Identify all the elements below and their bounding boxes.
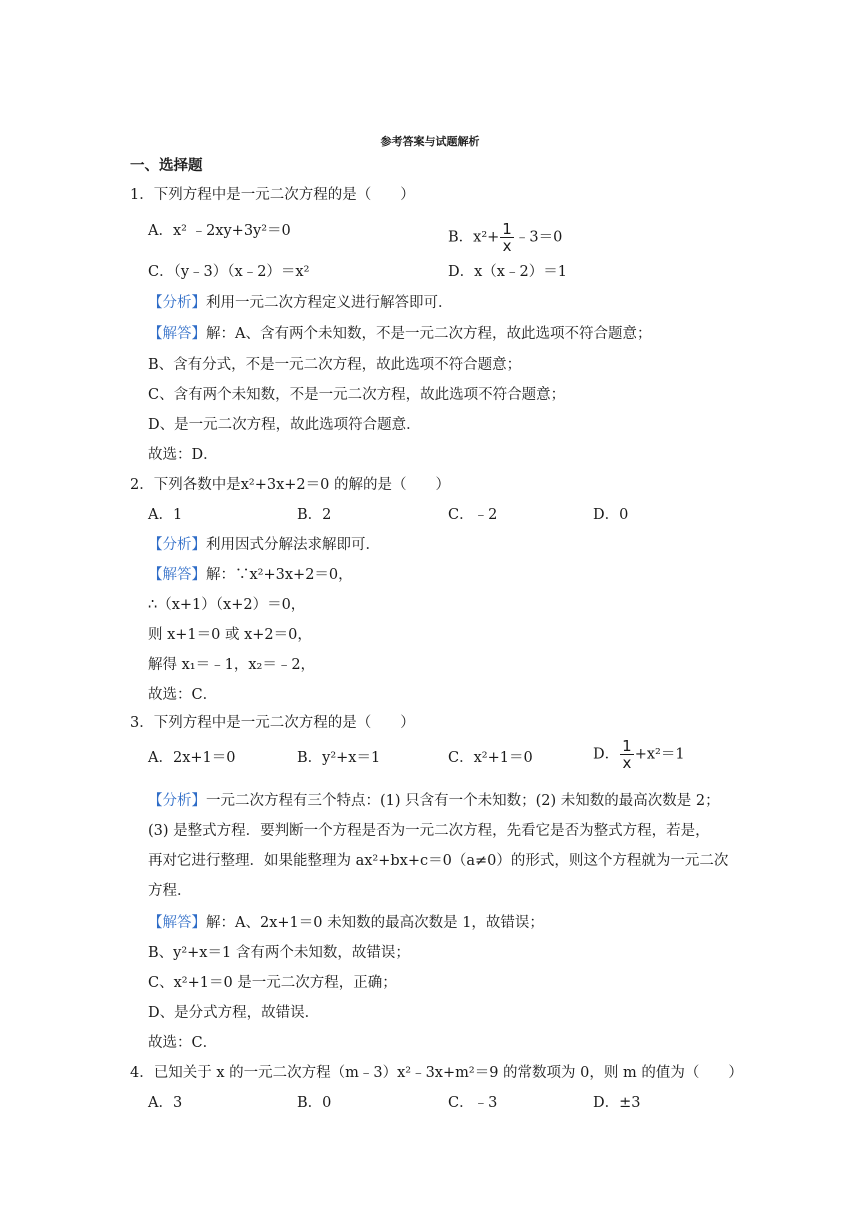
q4-stem: 4．已知关于 x 的一元二次方程（m﹣3）x²﹣3x+m²＝9 的常数项为 0，则 m 的值为（ ） xyxy=(130,1065,743,1081)
q3-option-d-denominator: x xyxy=(622,754,632,772)
q3-option-d-fraction xyxy=(620,738,634,771)
q3-analysis-line: 方程． xyxy=(148,883,192,899)
q4-option-b: B．0 xyxy=(297,1095,332,1111)
q2-answer-line: 则 x+1＝0 或 x+2＝0， xyxy=(148,627,312,643)
q3-answer-line xyxy=(148,913,544,933)
q3-choice: 故选：C． xyxy=(148,1035,218,1051)
page-title: 参考答案与试题解析 xyxy=(380,135,480,148)
q3-analysis-line: 再对它进行整理．如果能整理为 ax²+bx+c＝0（a≠0）的形式，则这个方程就为一元二次 xyxy=(148,853,729,869)
q2-answer-line: 解得 x₁＝﹣1，x₂＝﹣2， xyxy=(148,657,316,673)
answer-tag: 【解答】 xyxy=(148,326,206,342)
q1-option-b-fraction xyxy=(500,221,514,254)
analysis-tag: 【分析】 xyxy=(148,295,206,311)
q3-analysis-text: 一元二次方程有三个特点：(1) 只含有一个未知数；(2) 未知数的最高次数是 2； xyxy=(206,793,720,809)
answer-tag: 【解答】 xyxy=(148,567,206,583)
q1-option-a: A．x² ﹣2xy+3y²＝0 xyxy=(148,223,291,239)
q2-option-d: D．0 xyxy=(593,507,629,523)
q1-answer-line: D、是一元二次方程，故此选项符合题意． xyxy=(148,417,421,433)
q1-option-b-suffix: ﹣3＝0 xyxy=(514,229,563,246)
q3-option-c: C．x²+1＝0 xyxy=(448,750,533,766)
q1-answer-text: 解：A、含有两个未知数，不是一元二次方程，故此选项不符合题意； xyxy=(206,326,652,342)
q1-answer-line xyxy=(148,324,651,344)
q4-option-a: A．3 xyxy=(148,1095,183,1111)
answer-tag: 【解答】 xyxy=(148,915,206,931)
q3-option-a: A．2x+1＝0 xyxy=(148,750,236,766)
q1-option-d: D．x（x﹣2）＝1 xyxy=(448,264,567,280)
q1-analysis xyxy=(148,293,453,313)
q1-option-b-numerator: 1 xyxy=(502,220,512,238)
q2-answer-line xyxy=(148,565,353,585)
q1-answer-line: B、含有分式，不是一元二次方程，故此选项不符合题意； xyxy=(148,357,522,373)
q1-option-b-denominator: x xyxy=(502,237,512,255)
q2-analysis-text: 利用因式分解法求解即可． xyxy=(206,537,380,553)
q3-option-d-prefix: D． xyxy=(593,746,620,763)
analysis-tag: 【分析】 xyxy=(148,537,206,553)
q1-answer-line: C、含有两个未知数，不是一元二次方程，故此选项不符合题意； xyxy=(148,387,566,403)
q3-answer-line: D、是分式方程，故错误． xyxy=(148,1005,320,1021)
q4-option-c: C．﹣3 xyxy=(448,1095,498,1111)
q3-analysis-line: (3) 是整式方程．要判断一个方程是否为一元二次方程，先看它是否为整式方程，若是， xyxy=(148,823,710,839)
q1-choice: 故选：D． xyxy=(148,447,218,463)
q2-option-c: C．﹣2 xyxy=(448,507,498,523)
q1-option-c: C．（y﹣3）（x﹣2）＝x² xyxy=(148,264,310,280)
q2-choice: 故选：C． xyxy=(148,687,218,703)
q2-option-b: B．2 xyxy=(297,507,332,523)
q3-answer-line: C、x²+1＝0 是一元二次方程，正确； xyxy=(148,975,397,991)
analysis-tag: 【分析】 xyxy=(148,793,206,809)
q1-option-b-prefix: B．x²+ xyxy=(448,229,500,246)
q3-answer-text: 解：A、2x+1＝0 未知数的最高次数是 1，故错误； xyxy=(206,915,544,931)
q1-analysis-text: 利用一元二次方程定义进行解答即可． xyxy=(206,295,453,311)
q3-analysis-line xyxy=(148,791,720,811)
q2-analysis xyxy=(148,535,380,555)
q3-stem: 3．下列方程中是一元二次方程的是（ ） xyxy=(130,715,415,731)
q2-answer-line: ∴（x+1）（x+2）＝0， xyxy=(148,597,306,613)
q2-option-a: A．1 xyxy=(148,507,183,523)
q1-stem: 1．下列方程中是一元二次方程的是（ ） xyxy=(130,187,415,203)
q2-answer-text: 解：∵x²+3x+2＝0， xyxy=(206,567,353,583)
q3-option-d-numerator: 1 xyxy=(622,737,632,755)
q3-option-d xyxy=(593,738,685,771)
q4-option-d: D．±3 xyxy=(593,1095,641,1111)
q2-stem: 2．下列各数中是x²+3x+2＝0 的解的是（ ） xyxy=(130,477,450,493)
q3-answer-line: B、y²+x＝1 含有两个未知数，故错误； xyxy=(148,945,410,961)
q1-option-b xyxy=(448,221,562,254)
q3-option-b: B．y²+x＝1 xyxy=(297,750,381,766)
q3-option-d-suffix: +x²＝1 xyxy=(634,746,685,763)
section-heading: 一、选择题 xyxy=(130,157,203,174)
